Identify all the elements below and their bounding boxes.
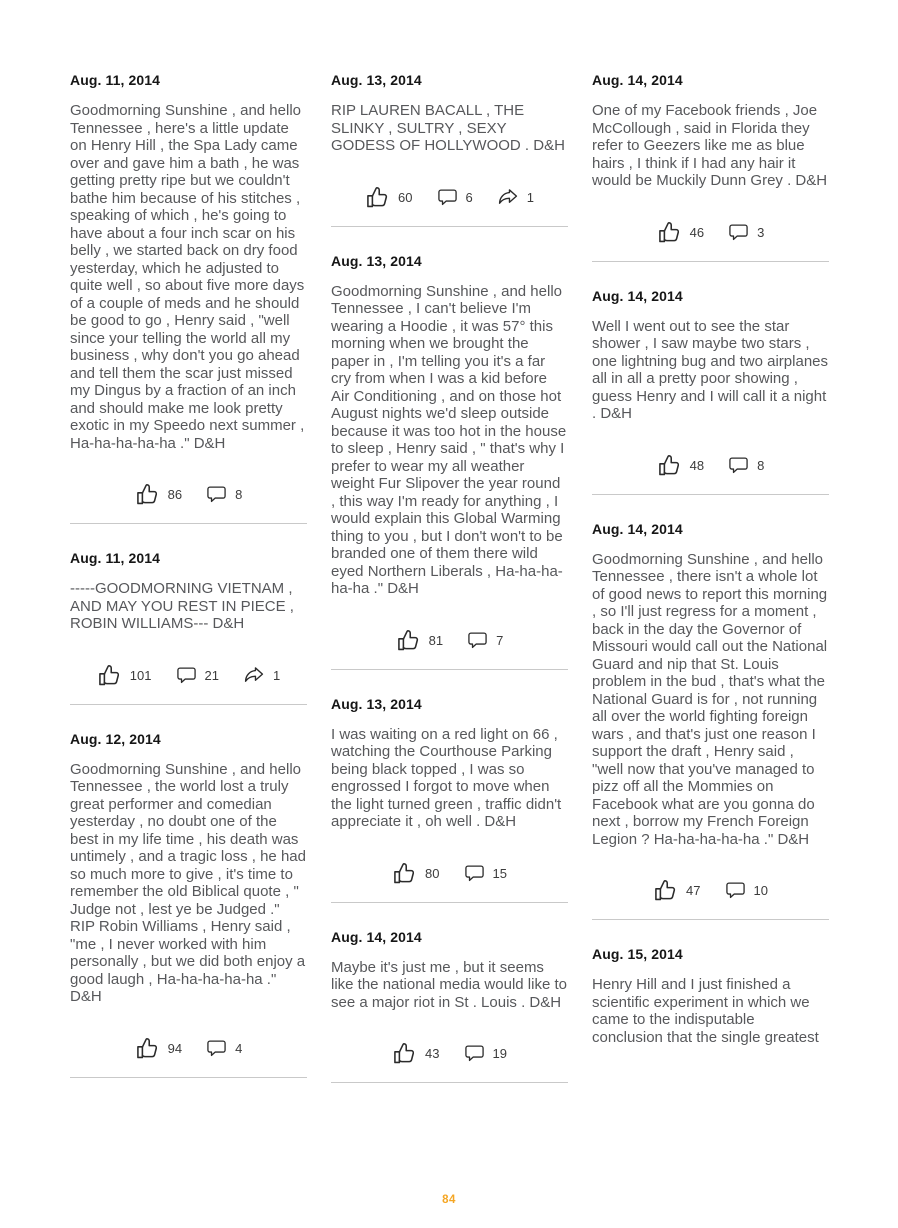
- post-date: Aug. 12, 2014: [70, 730, 161, 747]
- post-body: Goodmorning Sunshine , and hello Tennessee , there isn't a whole lot of good news to report this morning , so I'll just regress for a moment , back in the day the Governor of Missouri would call out the National Guard and nip that St. Louis problem in the bud , that's what the National Guard is for , not running all over the world fighting foreign wars , and that's just one reason I support the draft , Henry said , "well now that you've managed to pizz off all the Mommies on Facebook what are you gonna do next , borrow my French Foreign Legion ? Ha-ha-ha-ha-ha ." D&H: [592, 550, 828, 848]
- post: [70, 731, 307, 1078]
- post-stats: [70, 663, 307, 688]
- comment-stat: [206, 484, 242, 505]
- post-body: Well I went out to see the star shower , I saw maybe two stars , one lightning bug and two airplanes all in all a pretty poor showing , guess Henry and I will call it a night . D&H: [592, 317, 829, 422]
- comment-stat: [728, 455, 764, 476]
- share-arrow-icon: [497, 186, 519, 208]
- thumbs-up-icon: [135, 1036, 160, 1061]
- post-stats: [331, 185, 568, 210]
- like-count: 86: [167, 487, 183, 502]
- like-count: 46: [689, 224, 705, 240]
- comment-count: 8: [235, 487, 243, 502]
- like-stat: [97, 663, 152, 688]
- like-count: 43: [425, 1046, 440, 1061]
- post-stats: [331, 861, 568, 886]
- post-separator: [331, 226, 568, 227]
- post-separator: [331, 1082, 568, 1083]
- like-count: 47: [686, 883, 701, 898]
- share-arrow-icon: [243, 664, 265, 686]
- comment-count: 10: [753, 883, 768, 898]
- post-body: Henry Hill and I just finished a scientific experiment in which we came to the indisputable conclusion that the single greatest: [592, 976, 819, 1046]
- thumbs-up-icon: [135, 482, 160, 507]
- post-stats: [592, 878, 829, 903]
- comment-bubble-icon: [206, 1038, 227, 1059]
- like-count: 94: [167, 1040, 183, 1056]
- comment-count: 19: [492, 1046, 507, 1061]
- like-stat: [135, 482, 182, 507]
- page-number: 84: [442, 1194, 456, 1206]
- comment-count: 7: [496, 632, 504, 648]
- post-body: I was waiting on a red light on 66 , watching the Courthouse Parking being black topped , I was so engrossed I forgot to move when the light turned green , traffic didn't appreciate it , oh well . D&H: [331, 725, 562, 830]
- post-separator: [592, 494, 829, 495]
- comment-bubble-icon: [206, 484, 227, 505]
- post-stats: [592, 220, 829, 245]
- post-body: Goodmorning Sunshine , and hello Tennessee , here's a little update on Henry Hill , the Spa Lady came over and gave him a bath , he was getting pretty ripe but we couldn't bathe him because of his stitches , speaking of which , he's going to have about a four inch scar on his belly , we started back on dry food yesterday, which he adjusted to quite well , so about five more days of a couple of meds and he should be good to go , Henry said , "well since your telling the world all my business , why don't you go ahead and tell them the scar just missed my Dingus by a fraction of an inch and should make me look pretty exotic in my Speedo next summer , Ha-ha-ha-ha-ha ." D&H: [70, 102, 305, 452]
- comment-bubble-icon: [464, 863, 485, 884]
- thumbs-up-icon: [657, 453, 682, 478]
- like-stat: [657, 220, 704, 245]
- share-stat: [497, 186, 534, 208]
- comment-stat: [467, 630, 503, 651]
- comment-stat: [728, 222, 764, 243]
- comment-count: 6: [465, 189, 473, 205]
- post-date: Aug. 13, 2014: [331, 695, 422, 712]
- post-date: Aug. 15, 2014: [592, 946, 683, 962]
- like-count: 48: [689, 457, 705, 473]
- like-stat: [365, 185, 412, 210]
- thumbs-up-icon: [396, 628, 421, 653]
- post: [331, 253, 568, 670]
- share-count: 1: [526, 189, 534, 205]
- post: [592, 946, 829, 1046]
- post-date: Aug. 14, 2014: [592, 287, 683, 304]
- like-stat: [657, 453, 704, 478]
- post: [592, 72, 829, 262]
- post-body: One of my Facebook friends , Joe McCollough , said in Florida they refer to Geezers like me as blue hairs , I think if I had any hair it would be Muckily Dunn Grey . D&H: [592, 102, 828, 189]
- comment-stat: [206, 1038, 242, 1059]
- comment-bubble-icon: [464, 1043, 485, 1064]
- comment-stat: [725, 880, 768, 901]
- comment-bubble-icon: [728, 222, 749, 243]
- share-count: 1: [272, 667, 281, 683]
- like-count: 101: [129, 667, 152, 683]
- like-stat: [135, 1036, 182, 1061]
- column-3: [592, 72, 829, 1109]
- post-date: Aug. 11, 2014: [70, 72, 161, 88]
- post: [331, 929, 568, 1084]
- post: [331, 696, 568, 903]
- column-1: [70, 72, 307, 1109]
- comment-bubble-icon: [176, 665, 197, 686]
- comment-bubble-icon: [437, 187, 458, 208]
- comment-count: 8: [757, 457, 765, 473]
- comment-count: 21: [204, 667, 219, 683]
- like-stat: [653, 878, 700, 903]
- post: [592, 288, 829, 495]
- comment-stat: [464, 863, 507, 884]
- post-date: Aug. 14, 2014: [592, 520, 683, 537]
- thumbs-up-icon: [392, 1041, 417, 1066]
- post-stats: [70, 1036, 307, 1061]
- post-separator: [592, 919, 829, 920]
- comment-count: 15: [492, 865, 507, 881]
- thumbs-up-icon: [365, 185, 390, 210]
- post: [70, 550, 307, 705]
- post-body: RIP LAUREN BACALL , THE SLINKY , SULTRY , SEXY GODESS OF HOLLYWOOD . D&H: [331, 102, 565, 154]
- post-date: Aug. 14, 2014: [331, 928, 422, 945]
- column-2: [331, 72, 568, 1109]
- like-count: 81: [428, 632, 444, 648]
- like-stat: [392, 1041, 439, 1066]
- like-count: 60: [398, 189, 413, 205]
- share-stat: [243, 664, 280, 686]
- comment-stat: [464, 1043, 507, 1064]
- post: [592, 521, 829, 921]
- comment-stat: [437, 187, 473, 208]
- comment-count: 3: [757, 224, 765, 240]
- post-body: Goodmorning Sunshine , and hello Tennessee , the world lost a truly great performer and comedian yesterday , no doubt one of the best in my life time , his death was untimely , and a tragic loss , he had so much more to give , it's time to remember the old Biblical quote , " Judge not , lest ye be Judged ." RIP Robin Williams , Henry said , "me , I never worked with him personally , but we did both enjoy a good laugh , Ha-ha-ha-ha-ha ." D&H: [70, 760, 306, 1005]
- post-separator: [331, 669, 568, 670]
- post-stats: [331, 628, 568, 653]
- post-separator: [331, 902, 568, 903]
- comment-bubble-icon: [728, 455, 749, 476]
- comment-count: 4: [235, 1040, 243, 1056]
- like-stat: [392, 861, 439, 886]
- post-date: Aug. 11, 2014: [70, 550, 161, 566]
- post-body: -----GOODMORNING VIETNAM , AND MAY YOU REST IN PIECE , ROBIN WILLIAMS--- D&H: [70, 580, 294, 632]
- comment-bubble-icon: [467, 630, 488, 651]
- thumbs-up-icon: [392, 861, 417, 886]
- post-separator: [70, 523, 307, 524]
- comment-stat: [176, 665, 219, 686]
- post-date: Aug. 13, 2014: [331, 72, 422, 88]
- post-stats: [331, 1041, 568, 1066]
- post-body: Maybe it's just me , but it seems like the national media would like to see a major riot in St . Louis . D&H: [331, 958, 567, 1011]
- post-separator: [70, 1077, 307, 1078]
- comment-bubble-icon: [725, 880, 746, 901]
- thumbs-up-icon: [657, 220, 682, 245]
- post: [331, 72, 568, 227]
- post-date: Aug. 14, 2014: [592, 72, 683, 88]
- post-separator: [592, 261, 829, 262]
- post-date: Aug. 13, 2014: [331, 252, 422, 269]
- post-separator: [70, 704, 307, 705]
- thumbs-up-icon: [97, 663, 122, 688]
- post: [70, 72, 307, 524]
- like-stat: [396, 628, 443, 653]
- like-count: 80: [425, 865, 440, 881]
- post-stats: [592, 453, 829, 478]
- thumbs-up-icon: [653, 878, 678, 903]
- post-stats: [70, 482, 307, 507]
- post-body: Goodmorning Sunshine , and hello Tennessee , I can't believe I'm wearing a Hoodie , it was 57° this morning when we brought the paper in , I'm telling you it's a far cry from when I was a kid before Air Conditioning , and on those hot August nights we'd sleep outside because it was too hot in the house to sleep , Henry said , " that's why I prefer to wear my all weather weight Fur Slipover the year round , this way I'm ready for anything , I would explain this Global Warming thing to you , but I don't won't to be branded one of them there wild eyed Northern Liberals , Ha-ha-ha-ha-ha ." D&H: [331, 282, 567, 597]
